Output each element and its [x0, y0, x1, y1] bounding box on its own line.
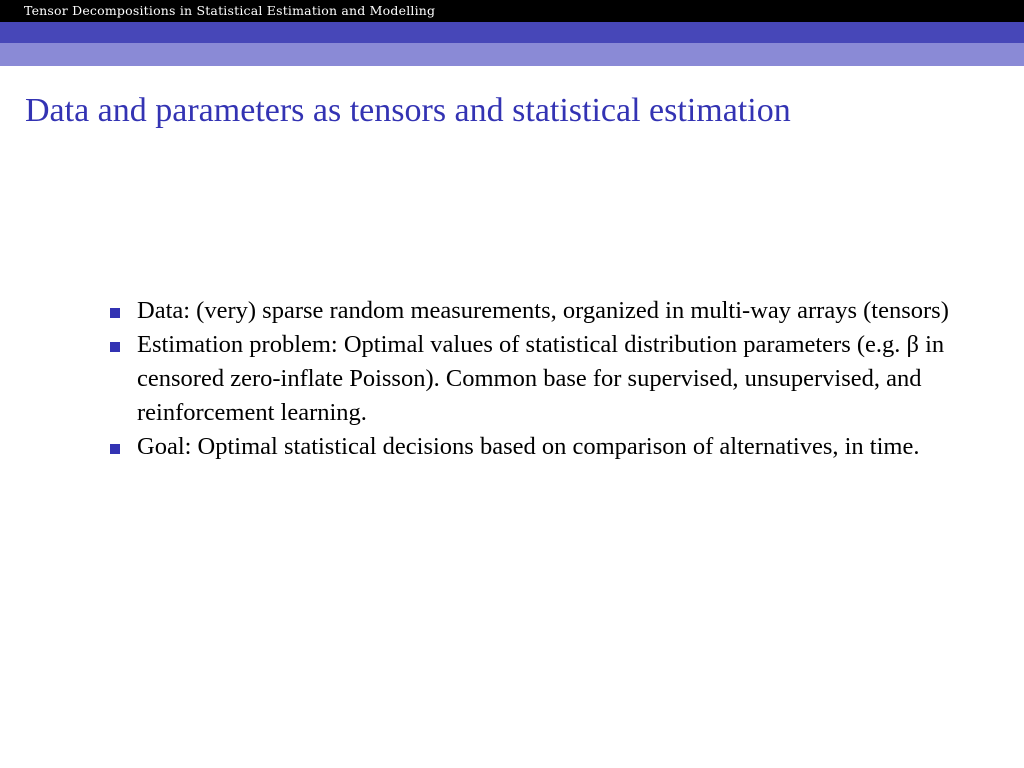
header-band-light — [0, 43, 1024, 66]
bullet-text: Estimation problem: Optimal values of statistical distribution parameters (e.g. β in censored zero-inflate Poisson). Common base for supervised, unsupervised, and reinforcement learning. — [137, 331, 945, 426]
headline-bar — [0, 0, 1024, 22]
square-bullet-icon — [110, 308, 120, 318]
slide-title: Data and parameters as tensors and statistical estimation — [25, 92, 791, 129]
list-item — [106, 294, 966, 328]
bullet-text: Data: (very) sparse random measurements, organized in multi-way arrays (tensors) — [137, 297, 949, 324]
bullet-text: Goal: Optimal statistical decisions based on comparison of alternatives, in time. — [137, 433, 920, 460]
header-band-dark — [0, 22, 1024, 43]
presentation-title: Tensor Decompositions in Statistical Estimation and Modelling — [24, 3, 436, 18]
square-bullet-icon — [110, 444, 120, 454]
square-bullet-icon — [110, 342, 120, 352]
bullet-list — [106, 294, 966, 464]
list-item — [106, 328, 966, 430]
list-item — [106, 430, 966, 464]
